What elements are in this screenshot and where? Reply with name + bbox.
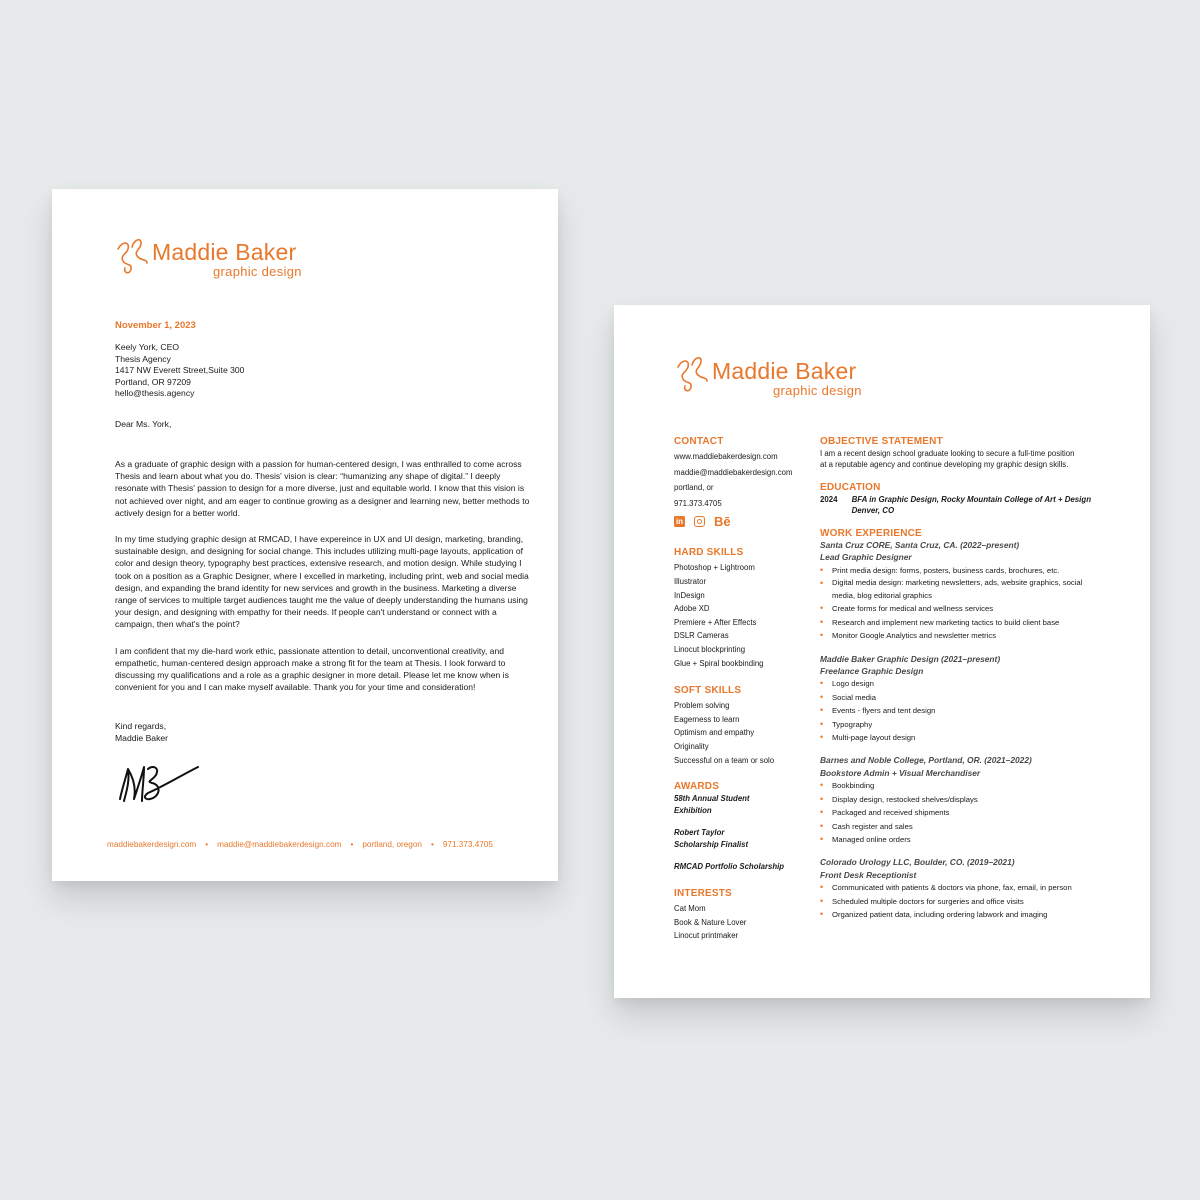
- footer-location: portland, oregon: [362, 840, 422, 849]
- contact-email: maddie@maddiebakerdesign.com: [674, 467, 793, 477]
- job-company: Santa Cruz CORE, Santa Cruz, CA. (2022–present): [820, 540, 1020, 550]
- monogram-logo-icon: [114, 235, 150, 277]
- resume-sidebar: [674, 436, 814, 943]
- letter-body: [115, 458, 535, 707]
- interest-item: Cat Mom: [674, 904, 706, 914]
- recipient-line: Keely York, CEO: [115, 342, 180, 352]
- bullet-item: • Events - flyers and tent design: [820, 704, 1120, 717]
- contact-website: www.maddiebakerdesign.com: [674, 452, 778, 461]
- recipient-line: 1417 NW Everett Street,Suite 300: [115, 365, 245, 375]
- education-year: 2024: [820, 494, 838, 504]
- bullet-item: • Monitor Google Analytics and newsletter metrics: [820, 629, 1120, 642]
- recipient-address: [115, 342, 244, 400]
- letter-footer: maddiebakerdesign.com • maddie@maddiebakerdesign.com • portland, oregon • 971.373.4705: [107, 840, 493, 849]
- behance-icon[interactable]: Bē: [714, 514, 731, 530]
- body-paragraph: I am confident that my die-hard work ethic, passionate attention to detail, unconventional creativity, and empathetic, human-centered design approach make a strong fit for the team at Thesis. I look forward to discussing my qualifications and a role as a graphic designer in more detail. Please let me know when is convenient for you and I can make myself available. Thank you for your time and consideration!: [115, 645, 509, 693]
- instagram-icon[interactable]: [694, 516, 705, 527]
- bullet-item: • Logo design: [820, 677, 1120, 690]
- job-bullets: [820, 881, 1120, 921]
- letter-logo: [114, 235, 374, 285]
- bullet-item: • Display design, restocked shelves/displays: [820, 793, 1120, 806]
- skill-item: Premiere + After Effects: [674, 617, 757, 627]
- skill-item: Glue + Spiral bookbinding: [674, 658, 764, 668]
- job-entry: [820, 539, 1120, 643]
- logo-tagline: graphic design: [773, 383, 862, 398]
- job-company: Barnes and Noble College, Portland, OR. (2021–2022): [820, 755, 1032, 766]
- bullet-item: • Managed online orders: [820, 833, 1120, 846]
- education-heading: EDUCATION: [820, 481, 881, 493]
- linkedin-icon[interactable]: in: [675, 516, 684, 526]
- skill-item: Linocut blockprinting: [674, 644, 746, 654]
- closing-phrase: Kind regards,: [115, 721, 167, 731]
- bullet-item: • Typography: [820, 718, 1120, 731]
- footer-phone: 971.373.4705: [442, 840, 493, 849]
- greeting: Dear Ms. York,: [115, 419, 172, 429]
- recipient-line: hello@thesis.agency: [115, 388, 195, 398]
- job-title: Front Desk Receptionist: [820, 869, 917, 880]
- interest-item: Book & Nature Lover: [674, 917, 747, 927]
- contact-phone: 971.373.4705: [674, 498, 722, 508]
- job-title: Lead Graphic Designer: [820, 552, 912, 563]
- bullet-item: • Organized patient data, including ordering labwork and imaging: [820, 908, 1120, 921]
- bullet-item: • Cash register and sales: [820, 820, 1120, 833]
- skill-item: InDesign: [674, 590, 705, 600]
- interests-heading: INTERESTS: [674, 888, 732, 900]
- skill-item: Photoshop + Lightroom: [674, 563, 755, 573]
- soft-skills-heading: SOFT SKILLS: [674, 685, 742, 697]
- bullet-item: • Communicated with patients & doctors via phone, fax, email, in person: [820, 881, 1120, 894]
- letter-date: November 1, 2023: [115, 320, 196, 331]
- job-entry: [820, 653, 1120, 745]
- job-entry: [820, 856, 1120, 921]
- skill-item: Illustrator: [674, 576, 707, 586]
- job-bullets: [820, 677, 1120, 744]
- contact-heading: CONTACT: [674, 436, 724, 447]
- bullet-item: • Packaged and received shipments: [820, 806, 1120, 819]
- bullet-item: • Create forms for medical and wellness services: [820, 602, 1120, 615]
- bullet-item: • Multi-page layout design: [820, 731, 1120, 744]
- logo-tagline: graphic design: [213, 264, 302, 279]
- awards-heading: AWARDS: [674, 781, 720, 793]
- job-title: Bookstore Admin + Visual Merchandiser: [820, 767, 981, 778]
- job-company: Colorado Urology LLC, Boulder, CO. (2019–2021): [820, 857, 1015, 868]
- skill-item: Adobe XD: [674, 604, 710, 614]
- signoff-name: Maddie Baker: [115, 733, 169, 743]
- resume-main: [820, 436, 1120, 921]
- social-links: [674, 514, 814, 529]
- logo-name: Maddie Baker: [152, 239, 297, 265]
- bullet-item: • Print media design: forms, posters, business cards, brochures, etc.: [820, 564, 1120, 577]
- bullet-item: • Social media: [820, 691, 1120, 704]
- logo-name: Maddie Baker: [712, 358, 857, 384]
- hard-skills-heading: HARD SKILLS: [674, 547, 744, 559]
- skill-item: Successful on a team or solo: [674, 755, 775, 765]
- body-paragraph: In my time studying graphic design at RMCAD, I have expereince in UX and UI design, marketing, branding, sustainable design, and designing for social change. This includes utilizing multi-page layouts, application of color and design theory, typography best practices, extensive research, and motion design. While studying I took on a position as a Graphic Designer, where I excelled in marketing, including print, web and social media design, and expanding the brand identity for new services and growth in the business. Marketing a diverse range of services to multiple target audiences taught me the value of deeply understanding the humans using your design, and designing with empathy for their needs. If people can't understand or connect with a campaign, then what's the point?: [115, 534, 529, 630]
- monogram-logo-icon: [674, 353, 710, 395]
- resume-logo: [674, 353, 934, 403]
- skill-item: Problem solving: [674, 701, 730, 711]
- footer-email: maddie@maddiebakerdesign.com: [217, 840, 342, 849]
- skill-item: DSLR Cameras: [674, 631, 729, 641]
- footer-website: maddiebakerdesign.com: [107, 840, 197, 849]
- award-item: RMCAD Portfolio Scholarship: [674, 862, 785, 872]
- bullet-item: • Scheduled multiple doctors for surgeries and office visits: [820, 895, 1120, 908]
- job-bullets: [820, 779, 1120, 846]
- skill-item: Optimism and empathy: [674, 728, 755, 738]
- bullet-item: • Bookbinding: [820, 779, 1120, 792]
- handwritten-signature: [112, 759, 204, 812]
- education-entry: [820, 494, 1120, 517]
- contact-location: portland, or: [674, 483, 714, 493]
- award-item: 58th Annual Student Exhibition: [674, 794, 750, 815]
- closing: [115, 720, 168, 744]
- resume-page: [614, 305, 1150, 998]
- skill-item: Eagerness to learn: [674, 714, 740, 724]
- education-degree: BFA in Graphic Design, Rocky Mountain College of Art + Design: [851, 494, 1092, 504]
- experience-heading: WORK EXPERIENCE: [820, 528, 922, 539]
- recipient-line: Portland, OR 97209: [115, 376, 191, 387]
- skill-item: Originality: [674, 741, 709, 751]
- bullet-item: • Research and implement new marketing tactics to build client base: [820, 616, 1120, 629]
- job-bullets: [820, 564, 1120, 643]
- job-company: Maddie Baker Graphic Design (2021–present): [820, 653, 1001, 664]
- bullet-item: • Digital media design: marketing newsletters, ads, website graphics, social media, blog editorial graphics: [820, 577, 1090, 602]
- job-entry: [820, 754, 1120, 846]
- recipient-line: Thesis Agency: [115, 353, 171, 364]
- body-paragraph: As a graduate of graphic design with a passion for human-centered design, I was enthralled to come across Thesis and learn about what you do. Thesis' vision is clear: “humanizing any shape of digital.” I deeply resonate with Thesis' passion to design for a more diverse, just and equitable world. I know that this vision is not achieved over night, and am eager to continue growing as a designer and learning new, better methods to actively design for a better world.: [115, 459, 530, 518]
- cover-letter-page: [52, 189, 558, 881]
- interest-item: Linocut printmaker: [674, 931, 739, 941]
- award-item: Robert Taylor Scholarship Finalist: [674, 828, 749, 849]
- objective-text: I am a recent design school graduate looking to secure a full-time position at a reputable agency and continue developing my graphic design skills.: [820, 449, 1075, 470]
- objective-heading: OBJECTIVE STATEMENT: [820, 436, 943, 447]
- job-title: Freelance Graphic Design: [820, 666, 924, 677]
- education-location: Denver, CO: [851, 506, 895, 516]
